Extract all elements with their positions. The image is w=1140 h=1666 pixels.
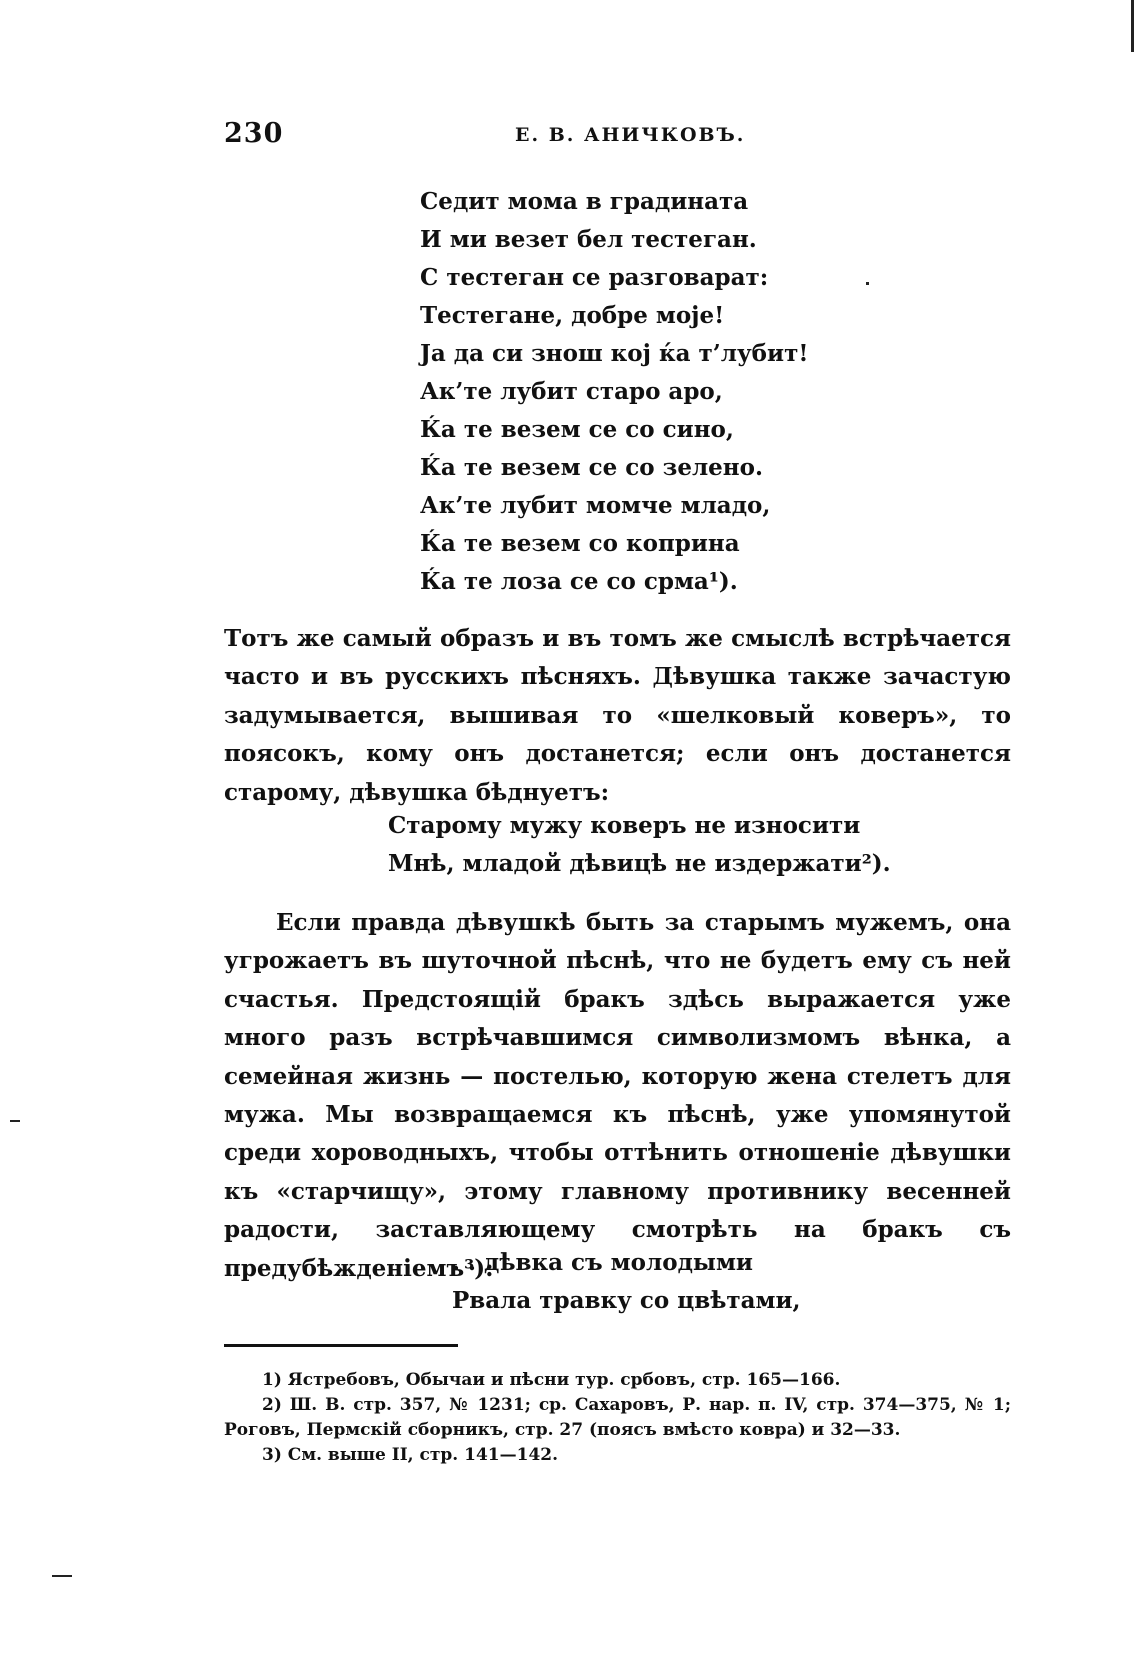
scan-speck	[866, 282, 869, 285]
footnotes	[224, 1368, 1011, 1468]
verse-line: Старому мужу коверъ не износити	[388, 812, 861, 839]
verse-line: Ак’те лубит момче младо,	[420, 492, 771, 519]
verse-line: С тестеган се разговарат:	[420, 264, 769, 291]
verse-line: Тестегане, добре моје!	[420, 302, 725, 329]
body-paragraph-1: Тотъ же самый образъ и въ томъ же смыслѣ встрѣчается часто и въ русскихъ пѣсняхъ. Дѣвушка также зачастую задумывается, вышивая то «шелковый коверъ», то поясокъ, кому онъ достанется; если онъ достанется старому, дѣвушка бѣднуетъ:	[224, 625, 1011, 806]
footnote-divider	[224, 1344, 458, 1347]
verse-line: И ми везет бел тестеган.	[420, 226, 757, 253]
footnote: 2) Ш. В. стр. 357, № 1231; ср. Сахаровъ, Р. нар. п. IV, стр. 374—375, № 1; Роговъ, Пермскій сборникъ, стр. 27 (поясъ вмѣсто ковра) и 32—33.	[224, 1395, 1011, 1440]
running-title: Е. В. АНИЧКОВЪ.	[515, 124, 746, 146]
scan-edge-mark	[1131, 0, 1134, 52]
verse-line: Ќа те лоза се со срма¹).	[420, 568, 738, 595]
verse-line: Седит мома в градината	[420, 188, 749, 215]
verse-line: Ја да си знош кој ќа т’лубит!	[420, 340, 809, 367]
page-number: 230	[224, 118, 284, 149]
footnote: 1) Ястребовъ, Обычаи и пѣсни тур. србовъ, стр. 165—166.	[262, 1370, 841, 1390]
scan-speck	[52, 1575, 72, 1577]
verse-line: . . дѣвка съ молодыми	[452, 1249, 753, 1276]
verse-line: Ак’те лубит старо аро,	[420, 378, 723, 405]
song-verse-russian	[388, 807, 891, 883]
body-paragraph-2: Если правда дѣвушкѣ быть за старымъ мужемъ, она угрожаетъ въ шуточной пѣснѣ, что не будетъ ему съ ней счастья. Предстоящій бракъ здѣсь выражается уже много разъ встрѣчавшимся символизмомъ вѣнка, а семейная жизнь — постелью, которую жена стелетъ для мужа. Мы возвращаемся къ пѣснѣ, уже упомянутой среди хороводныхъ, чтобы оттѣнить отношеніе дѣвушки къ «старчищу», этому главному противнику весенней радости, заставляющему смотрѣть на бракъ съ предубѣжденіемъ³):	[224, 909, 1011, 1282]
song-verse-macedonian	[420, 183, 808, 601]
verse-line: Ќа те везем се со сино,	[420, 416, 734, 443]
song-verse-khorovod	[452, 1244, 801, 1320]
verse-line: Рвала травку со цвѣтами,	[452, 1287, 801, 1314]
footnote: 3) См. выше II, стр. 141—142.	[262, 1445, 559, 1465]
scan-speck	[10, 1120, 20, 1122]
verse-line: Мнѣ, младой дѣвицѣ не издержати²).	[388, 850, 891, 877]
verse-line: Ќа те везем со коприна	[420, 530, 740, 557]
verse-line: Ќа те везем се со зелено.	[420, 454, 763, 481]
